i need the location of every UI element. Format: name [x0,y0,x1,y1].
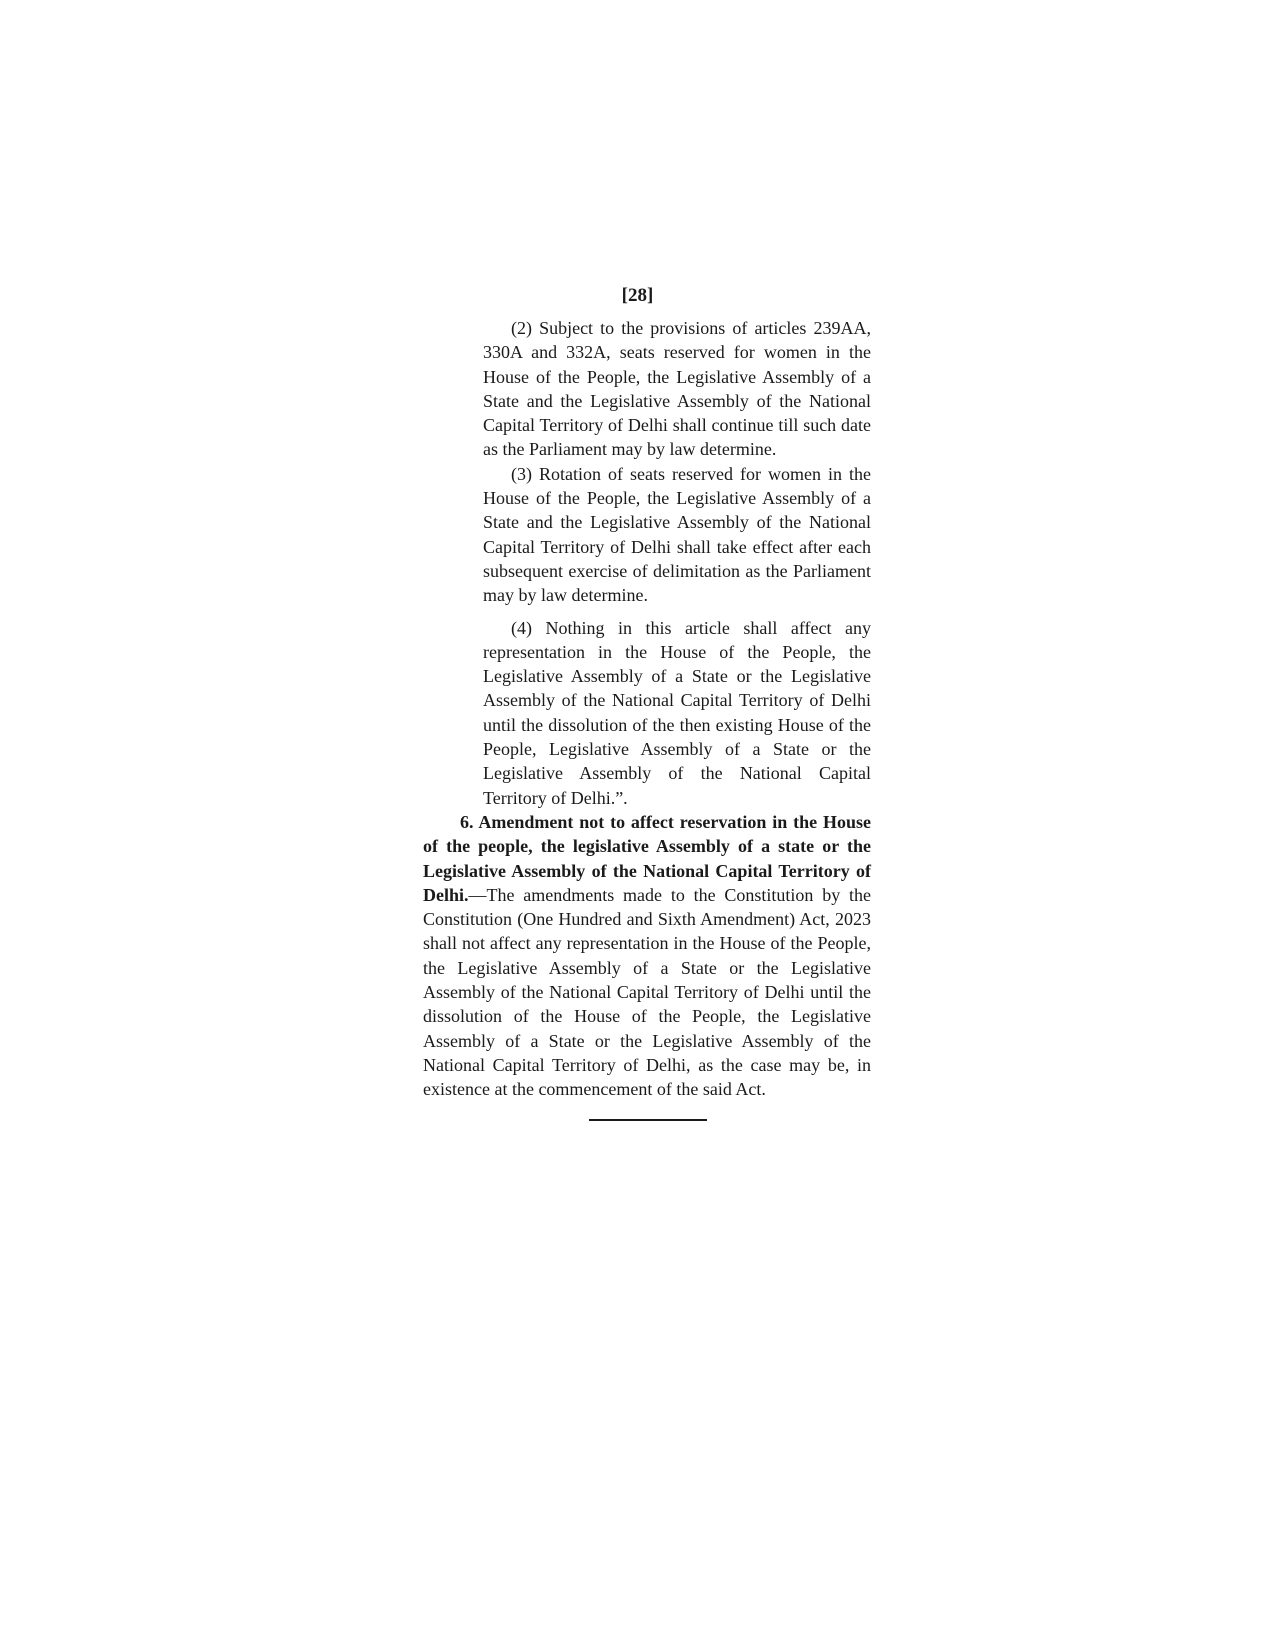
section-6 [423,810,871,1102]
clause-4: (4) Nothing in this article shall affect any representation in the House of the People, the Legislative Assembly of a State or the Legislative Assembly of the National Capital Territory of Delhi until the dissolution of the then existing House of the People, Legislative Assembly of a State or the Legislative Assembly of the National Capital Territory of Delhi.”. [483,617,871,808]
text-column [423,316,871,1102]
section-6-body: —The amendments made to the Constitution by the Constitution (One Hundred and Sixth Amendment) Act, 2023 shall not affect any representation in the House of the People, the Legislative Assembly of a State or the Legislative Assembly of the National Capital Territory of Delhi until the dissolution of the House of the People, the Legislative Assembly of a State or the Legislative Assembly of the National Capital Territory of Delhi, as the case may be, in existence at the commencement of the said Act. [423,884,871,1100]
clause-3: (3) Rotation of seats reserved for women in the House of the People, the Legislative Assembly of a State and the Legislative Assembly of the National Capital Territory of Delhi shall take effect after each subsequent exercise of delimitation as the Parliament may by law determine. [483,463,871,606]
section-6-heading: 6. Amendment not to affect reservation in the House of the people, the legislative Assembly of a state or the Legislative Assembly of the National Capital Territory of Delhi. [423,811,871,905]
end-rule [589,1119,707,1121]
clause-2: (2) Subject to the provisions of articles 239AA, 330A and 332A, seats reserved for women in the House of the People, the Legislative Assembly of a State and the Legislative Assembly of the National Capital Territory of Delhi shall continue till such date as the Parliament may by law determine. [483,318,871,460]
page-number: [28] [621,285,654,306]
